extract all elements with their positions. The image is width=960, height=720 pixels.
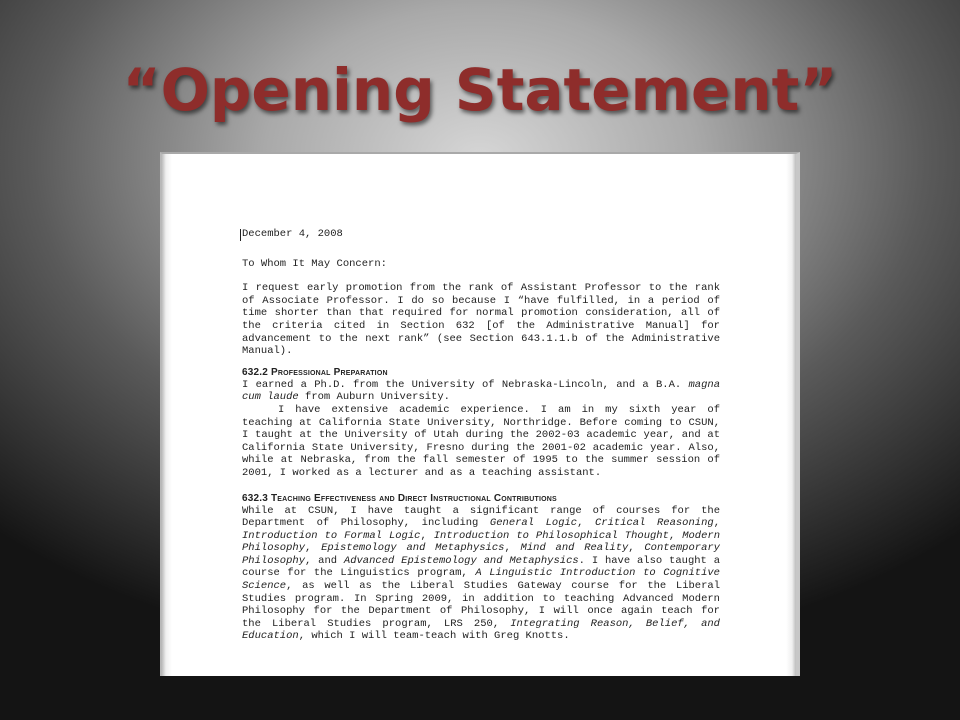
section-heading-professional-preparation: 632.2 Professional Preparation — [242, 366, 388, 378]
text-run: , — [420, 529, 434, 542]
text-cursor — [240, 229, 241, 241]
text-run: , — [504, 542, 521, 555]
italic-text: Critical Reasoning — [594, 517, 714, 530]
italic-text: Mind and Reality — [520, 542, 629, 555]
professional-preparation-paragraph-1 — [242, 379, 720, 404]
italic-text: Introduction to Philosophical Thought — [433, 529, 669, 542]
text-run: , — [713, 517, 720, 530]
italic-text: Contemporary Philosophy — [242, 542, 720, 567]
slide-title: “Opening Statement” — [122, 56, 838, 124]
intro-paragraph — [242, 282, 720, 358]
text-run: , and — [305, 554, 344, 567]
italic-text: General Logic — [489, 517, 578, 530]
text-run: , — [577, 517, 595, 530]
text-run: I request early promotion from the rank of Assistant Professor to the rank of Associate Professor. I do so because I “have fulfilled, in a period of time shorter than that required for normal promotion consideration, all of the criteria cited in Section 632 [of the Administrative Manual] for advancement to the next rank” (see Section 643.1.1.b of the Administrative Manual). — [242, 282, 720, 358]
letter-date — [242, 228, 720, 241]
italic-text: Modern Philosophy — [242, 529, 720, 555]
text-run: , which I will team-teach with Greg Knotts. — [298, 630, 570, 643]
letter-date-text: December 4, 2008 — [242, 228, 343, 240]
letter-salutation: To Whom It May Concern: — [242, 257, 387, 270]
document-page — [242, 228, 720, 643]
italic-text: Integrating Reason, Belief, and Education — [242, 617, 720, 643]
text-run: , as well as the Liberal Studies Gateway course for the Liberal Studies program. In Spring 2009, in addition to teaching Advanced Modern Philosophy for the Department of Philosophy, I will once again teach for the Liberal Studies program, LRS 250, — [242, 580, 720, 630]
italic-text: A Linguistic Introduction to Cognitive Science — [242, 567, 720, 593]
section-heading-teaching-effectiveness: 632.3 Teaching Effectiveness and Direct Instructional Contributions — [242, 492, 557, 504]
italic-text: Advanced Epistemology and Metaphysics — [343, 554, 579, 567]
text-run: , — [305, 542, 322, 555]
professional-preparation-paragraph-2 — [242, 404, 720, 480]
text-run: , — [628, 542, 645, 555]
text-run: , — [668, 529, 683, 542]
italic-text: Epistemology and Metaphysics — [321, 542, 505, 555]
italic-text: magna cum laude — [242, 378, 720, 404]
teaching-effectiveness-paragraph — [242, 505, 720, 644]
text-run: . I have also taught a course for the Linguistics program, — [242, 554, 720, 580]
text-run: While at CSUN, I have taught a significant range of courses for the Department of Philosophy, including — [242, 504, 720, 530]
text-run: from Auburn University. — [298, 391, 450, 404]
document-screenshot — [160, 152, 800, 676]
text-run: I earned a Ph.D. from the University of Nebraska-Lincoln, and a B.A. — [242, 378, 689, 391]
text-run: I have extensive academic experience. I am in my sixth year of teaching at California State University, Northridge. Before coming to CSUN, I taught at the University of Utah during the 2002-03 academic year, and at California State University, Fresno during the 2001-02 academic year. Also, while at Nebraska, from the fall semester of 1995 to the summer session of 2001, I worked as a lecturer and as a teaching assistant. — [242, 403, 720, 479]
italic-text: Introduction to Formal Logic — [242, 529, 421, 542]
